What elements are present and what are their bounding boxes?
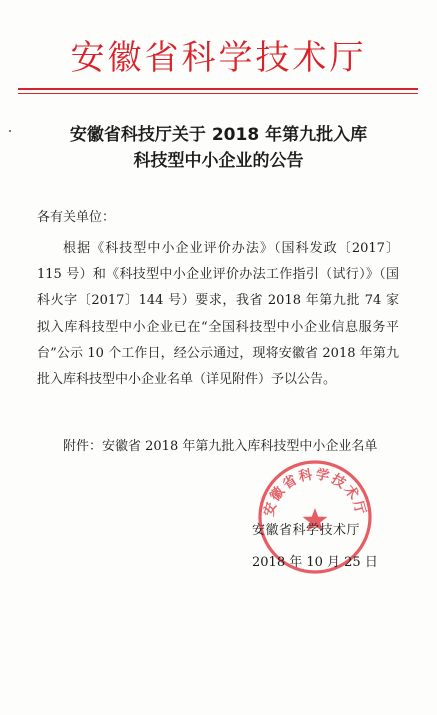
attachment-line: 附件：安徽省 2018 年第九批入库科技型中小企业名单 [63,439,378,454]
document-title-line-1: 安徽省科技厅关于 2018 年第九批入库 [69,125,368,145]
signer-name: 安徽省科学技术厅 [252,523,361,538]
letterhead-rule-thick [18,88,418,90]
letterhead-title: 安徽省科学技术厅 [70,38,367,78]
salutation: 各有关单位： [37,210,116,225]
body-paragraph: 根据《科技型中小企业评价办法》（国科发政〔2017〕115 号）和《科技型中小企业评价办法工作指引（试行）》（国科火字〔2017〕144 号）要求，我省 2018 年第九批 74 家拟入库科技型中小企业已在“全国科技型中小企业信息服务平台”公示 10 个工作日，经公示通过，现将安徽省 2018 年第九批入库科技型中小企业名单（详见附件）予以公告。 [37,241,399,388]
signature-date: 2018 年 10 月 25 日 [252,555,378,570]
letterhead-rule-thin [18,93,418,94]
document-title-line-2: 科技型中小企业的公告 [133,151,304,171]
seal-text: 安徽省科学技术厅 [260,466,370,519]
